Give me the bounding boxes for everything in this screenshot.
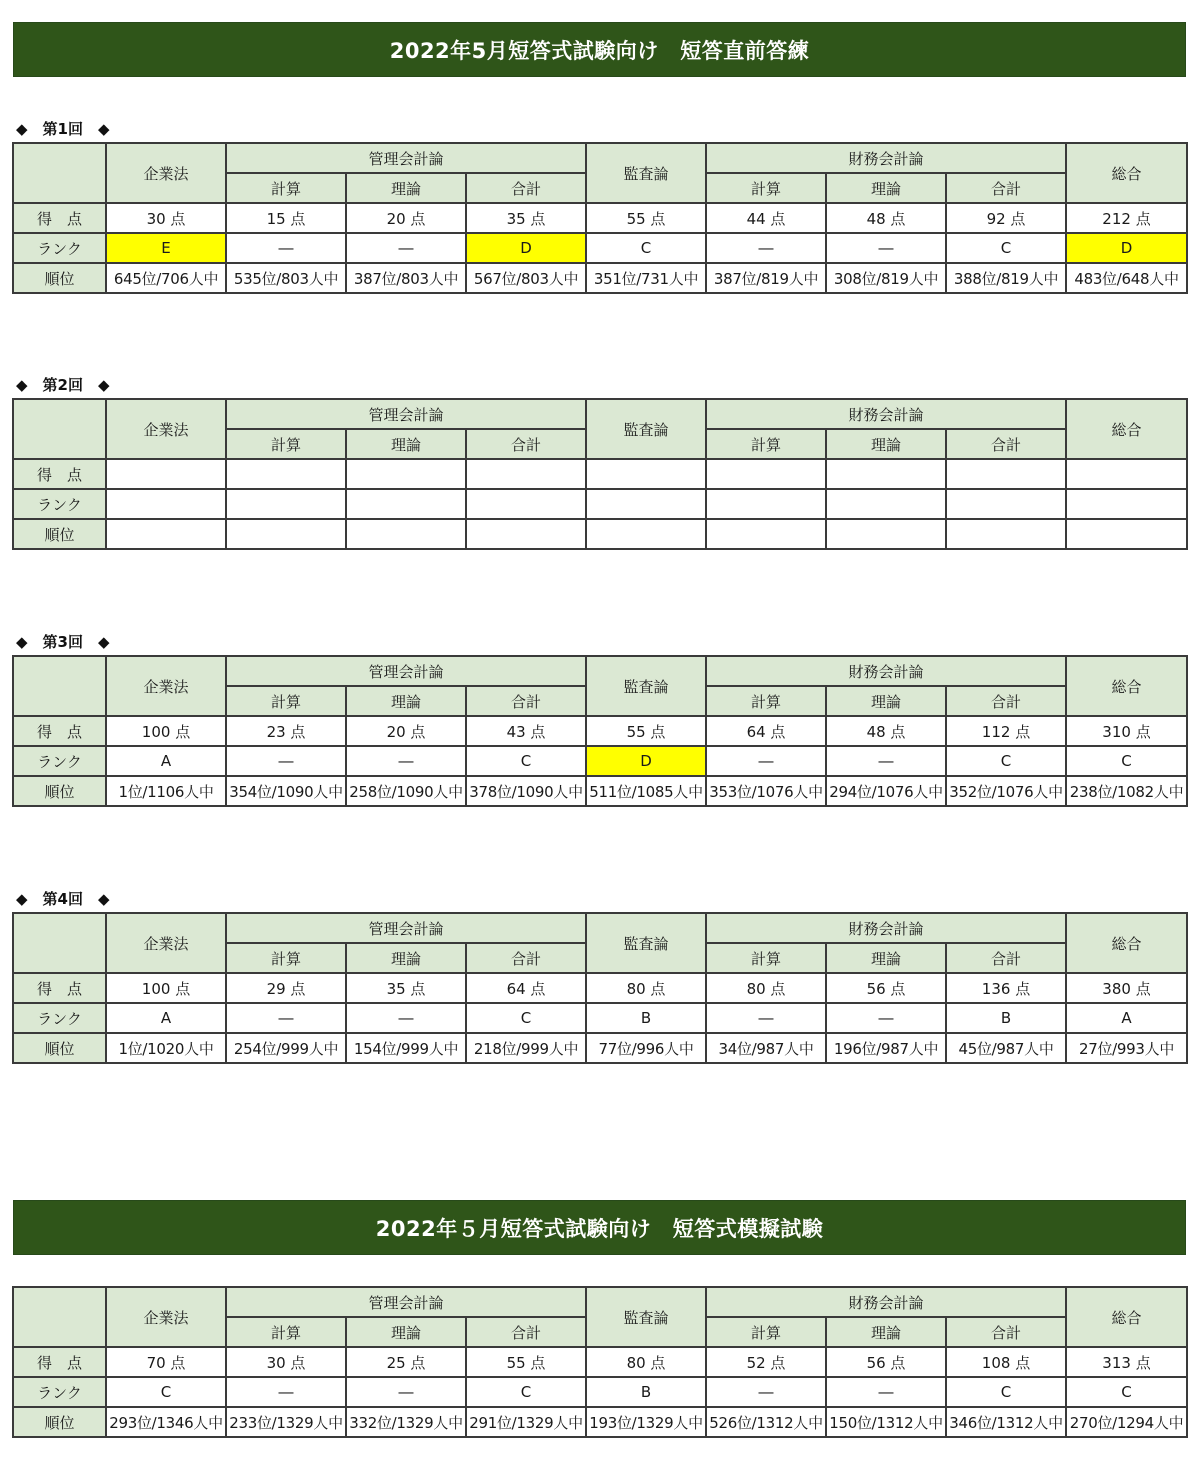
rank-cell bbox=[226, 489, 346, 519]
header-zaimu: 財務会計論 bbox=[706, 913, 1066, 943]
rank-cell: D bbox=[466, 233, 586, 263]
score-row bbox=[13, 716, 1187, 746]
score-table bbox=[12, 1286, 1188, 1438]
subheader-goukei: 合計 bbox=[946, 943, 1066, 973]
rank-cell: ― bbox=[226, 1003, 346, 1033]
subheader-keisan: 計算 bbox=[706, 943, 826, 973]
score-cell: 30 点 bbox=[106, 203, 226, 233]
rank-cell bbox=[1066, 489, 1187, 519]
position-cell: 45位/987人中 bbox=[946, 1033, 1066, 1063]
position-cell: 535位/803人中 bbox=[226, 263, 346, 293]
rank-cell bbox=[946, 489, 1066, 519]
score-table bbox=[12, 912, 1188, 1064]
banner-mogi-shiken bbox=[13, 1200, 1186, 1255]
score-cell bbox=[946, 459, 1066, 489]
score-cell bbox=[1066, 459, 1187, 489]
position-cell bbox=[826, 519, 946, 549]
position-row bbox=[13, 519, 1187, 549]
section-label: ◆ 第2回 ◆ bbox=[16, 376, 110, 394]
header-sogo: 総合 bbox=[1066, 913, 1187, 973]
rank-cell: B bbox=[586, 1377, 706, 1407]
header-kanri: 管理会計論 bbox=[226, 913, 586, 943]
subheader-keisan: 計算 bbox=[706, 429, 826, 459]
subheader-keisan: 計算 bbox=[706, 173, 826, 203]
rank-cell: C bbox=[946, 746, 1066, 776]
score-cell: 48 点 bbox=[826, 716, 946, 746]
score-cell: 64 点 bbox=[466, 973, 586, 1003]
score-cell bbox=[106, 459, 226, 489]
row-label-rank: ランク bbox=[13, 1377, 106, 1407]
position-cell: 258位/1090人中 bbox=[346, 776, 466, 806]
score-cell bbox=[586, 459, 706, 489]
score-cell: 212 点 bbox=[1066, 203, 1187, 233]
rank-cell: B bbox=[946, 1003, 1066, 1033]
subheader-riron: 理論 bbox=[346, 1317, 466, 1347]
row-label-rank: ランク bbox=[13, 1003, 106, 1033]
row-label-score: 得 点 bbox=[13, 203, 106, 233]
subheader-goukei: 合計 bbox=[946, 173, 1066, 203]
rank-cell: ― bbox=[706, 233, 826, 263]
row-label-order: 順位 bbox=[13, 776, 106, 806]
header-kansa: 監査論 bbox=[586, 656, 706, 716]
score-cell: 35 点 bbox=[466, 203, 586, 233]
score-cell: 112 点 bbox=[946, 716, 1066, 746]
position-cell: 1位/1020人中 bbox=[106, 1033, 226, 1063]
row-label-rank: ランク bbox=[13, 489, 106, 519]
rank-cell: ― bbox=[706, 1003, 826, 1033]
position-cell bbox=[1066, 519, 1187, 549]
subheader-keisan: 計算 bbox=[226, 686, 346, 716]
position-row bbox=[13, 1033, 1187, 1063]
header-kigyo: 企業法 bbox=[106, 1287, 226, 1347]
position-cell: 218位/999人中 bbox=[466, 1033, 586, 1063]
rank-cell: ― bbox=[226, 233, 346, 263]
rank-cell: ― bbox=[826, 233, 946, 263]
row-label-score: 得 点 bbox=[13, 973, 106, 1003]
position-cell bbox=[946, 519, 1066, 549]
position-cell: 1位/1106人中 bbox=[106, 776, 226, 806]
rank-row bbox=[13, 1377, 1187, 1407]
position-cell bbox=[466, 519, 586, 549]
rank-row bbox=[13, 746, 1187, 776]
subheader-keisan: 計算 bbox=[226, 1317, 346, 1347]
score-cell: 48 点 bbox=[826, 203, 946, 233]
row-label-score: 得 点 bbox=[13, 1347, 106, 1377]
rank-cell: ― bbox=[706, 1377, 826, 1407]
header-sogo: 総合 bbox=[1066, 656, 1187, 716]
position-cell: 193位/1329人中 bbox=[586, 1407, 706, 1437]
header-sogo: 総合 bbox=[1066, 399, 1187, 459]
subheader-riron: 理論 bbox=[346, 943, 466, 973]
position-cell: 483位/648人中 bbox=[1066, 263, 1187, 293]
subheader-riron: 理論 bbox=[346, 429, 466, 459]
header-row bbox=[13, 656, 1187, 686]
score-row bbox=[13, 459, 1187, 489]
rank-cell: ― bbox=[346, 233, 466, 263]
subheader-riron: 理論 bbox=[826, 1317, 946, 1347]
subheader-keisan: 計算 bbox=[226, 429, 346, 459]
position-cell: 291位/1329人中 bbox=[466, 1407, 586, 1437]
position-cell bbox=[226, 519, 346, 549]
score-row bbox=[13, 203, 1187, 233]
score-cell: 310 点 bbox=[1066, 716, 1187, 746]
score-cell: 15 点 bbox=[226, 203, 346, 233]
position-cell: 526位/1312人中 bbox=[706, 1407, 826, 1437]
subheader-goukei: 合計 bbox=[466, 429, 586, 459]
header-zaimu: 財務会計論 bbox=[706, 143, 1066, 173]
rank-cell: ― bbox=[346, 1003, 466, 1033]
score-cell: 52 点 bbox=[706, 1347, 826, 1377]
banner-title: 2022年5月短答式試験向け 短答直前答練 bbox=[389, 38, 810, 63]
score-cell: 29 点 bbox=[226, 973, 346, 1003]
position-cell: 270位/1294人中 bbox=[1066, 1407, 1187, 1437]
rank-cell: C bbox=[946, 1377, 1066, 1407]
position-cell: 196位/987人中 bbox=[826, 1033, 946, 1063]
score-cell: 80 点 bbox=[586, 973, 706, 1003]
subheader-goukei: 合計 bbox=[466, 1317, 586, 1347]
score-cell: 43 点 bbox=[466, 716, 586, 746]
position-cell: 388位/819人中 bbox=[946, 263, 1066, 293]
rank-cell: C bbox=[1066, 1377, 1187, 1407]
score-cell: 23 点 bbox=[226, 716, 346, 746]
position-cell: 254位/999人中 bbox=[226, 1033, 346, 1063]
rank-cell: ― bbox=[346, 746, 466, 776]
score-cell: 80 点 bbox=[706, 973, 826, 1003]
rank-cell: A bbox=[106, 1003, 226, 1033]
rank-cell: ― bbox=[226, 1377, 346, 1407]
position-cell: 77位/996人中 bbox=[586, 1033, 706, 1063]
corner-cell bbox=[13, 143, 106, 203]
header-kanri: 管理会計論 bbox=[226, 143, 586, 173]
rank-cell: C bbox=[946, 233, 1066, 263]
position-cell: 294位/1076人中 bbox=[826, 776, 946, 806]
position-cell: 511位/1085人中 bbox=[586, 776, 706, 806]
subheader-keisan: 計算 bbox=[706, 1317, 826, 1347]
score-cell: 55 点 bbox=[586, 203, 706, 233]
subheader-goukei: 合計 bbox=[946, 429, 1066, 459]
subheader-keisan: 計算 bbox=[226, 173, 346, 203]
position-cell: 387位/819人中 bbox=[706, 263, 826, 293]
position-cell: 233位/1329人中 bbox=[226, 1407, 346, 1437]
subheader-goukei: 合計 bbox=[466, 943, 586, 973]
position-cell: 645位/706人中 bbox=[106, 263, 226, 293]
header-zaimu: 財務会計論 bbox=[706, 656, 1066, 686]
score-cell: 30 点 bbox=[226, 1347, 346, 1377]
position-cell: 150位/1312人中 bbox=[826, 1407, 946, 1437]
row-label-order: 順位 bbox=[13, 263, 106, 293]
header-kigyo: 企業法 bbox=[106, 656, 226, 716]
row-label-order: 順位 bbox=[13, 519, 106, 549]
rank-cell: ― bbox=[826, 1003, 946, 1033]
rank-cell: D bbox=[586, 746, 706, 776]
rank-row bbox=[13, 489, 1187, 519]
rank-cell: C bbox=[106, 1377, 226, 1407]
position-cell: 346位/1312人中 bbox=[946, 1407, 1066, 1437]
rank-cell bbox=[706, 489, 826, 519]
row-label-rank: ランク bbox=[13, 746, 106, 776]
position-cell: 27位/993人中 bbox=[1066, 1033, 1187, 1063]
position-cell bbox=[106, 519, 226, 549]
row-label-order: 順位 bbox=[13, 1033, 106, 1063]
rank-cell: ― bbox=[826, 1377, 946, 1407]
rank-cell bbox=[586, 489, 706, 519]
header-kanri: 管理会計論 bbox=[226, 399, 586, 429]
header-kigyo: 企業法 bbox=[106, 399, 226, 459]
rank-cell bbox=[466, 489, 586, 519]
section-label: ◆ 第3回 ◆ bbox=[16, 633, 110, 651]
header-zaimu: 財務会計論 bbox=[706, 1287, 1066, 1317]
row-label-order: 順位 bbox=[13, 1407, 106, 1437]
header-kansa: 監査論 bbox=[586, 913, 706, 973]
header-row bbox=[13, 913, 1187, 943]
rank-cell: ― bbox=[706, 746, 826, 776]
score-table bbox=[12, 142, 1188, 294]
score-cell: 380 点 bbox=[1066, 973, 1187, 1003]
position-cell: 567位/803人中 bbox=[466, 263, 586, 293]
score-cell bbox=[346, 459, 466, 489]
score-cell: 56 点 bbox=[826, 1347, 946, 1377]
corner-cell bbox=[13, 1287, 106, 1347]
header-row bbox=[13, 1287, 1187, 1317]
position-cell: 154位/999人中 bbox=[346, 1033, 466, 1063]
rank-cell bbox=[106, 489, 226, 519]
position-cell: 387位/803人中 bbox=[346, 263, 466, 293]
score-cell bbox=[226, 459, 346, 489]
rank-cell: ― bbox=[826, 746, 946, 776]
position-row bbox=[13, 263, 1187, 293]
subheader-riron: 理論 bbox=[826, 429, 946, 459]
score-cell: 70 点 bbox=[106, 1347, 226, 1377]
score-cell: 25 点 bbox=[346, 1347, 466, 1377]
score-cell bbox=[466, 459, 586, 489]
position-cell: 34位/987人中 bbox=[706, 1033, 826, 1063]
rank-cell: B bbox=[586, 1003, 706, 1033]
score-cell: 100 点 bbox=[106, 716, 226, 746]
score-cell: 35 点 bbox=[346, 973, 466, 1003]
header-kansa: 監査論 bbox=[586, 399, 706, 459]
score-cell: 80 点 bbox=[586, 1347, 706, 1377]
corner-cell bbox=[13, 399, 106, 459]
header-kanri: 管理会計論 bbox=[226, 1287, 586, 1317]
score-cell: 20 点 bbox=[346, 716, 466, 746]
rank-cell: ― bbox=[226, 746, 346, 776]
subheader-riron: 理論 bbox=[826, 686, 946, 716]
position-cell: 351位/731人中 bbox=[586, 263, 706, 293]
rank-cell: C bbox=[466, 746, 586, 776]
section-label: ◆ 第4回 ◆ bbox=[16, 890, 110, 908]
header-row bbox=[13, 143, 1187, 173]
rank-cell: E bbox=[106, 233, 226, 263]
position-cell bbox=[706, 519, 826, 549]
position-cell: 353位/1076人中 bbox=[706, 776, 826, 806]
score-cell: 55 点 bbox=[586, 716, 706, 746]
header-kigyo: 企業法 bbox=[106, 143, 226, 203]
banner-title: 2022年５月短答式試験向け 短答式模擬試験 bbox=[375, 1216, 824, 1241]
score-row bbox=[13, 1347, 1187, 1377]
rank-cell: A bbox=[1066, 1003, 1187, 1033]
header-kigyo: 企業法 bbox=[106, 913, 226, 973]
score-cell bbox=[826, 459, 946, 489]
position-cell: 238位/1082人中 bbox=[1066, 776, 1187, 806]
subheader-goukei: 合計 bbox=[466, 173, 586, 203]
rank-cell: C bbox=[1066, 746, 1187, 776]
rank-cell: D bbox=[1066, 233, 1187, 263]
corner-cell bbox=[13, 656, 106, 716]
rank-cell: C bbox=[466, 1003, 586, 1033]
score-cell: 64 点 bbox=[706, 716, 826, 746]
header-sogo: 総合 bbox=[1066, 1287, 1187, 1347]
row-label-score: 得 点 bbox=[13, 459, 106, 489]
score-cell: 100 点 bbox=[106, 973, 226, 1003]
subheader-goukei: 合計 bbox=[946, 686, 1066, 716]
rank-cell bbox=[346, 489, 466, 519]
subheader-riron: 理論 bbox=[826, 943, 946, 973]
score-cell: 313 点 bbox=[1066, 1347, 1187, 1377]
position-cell: 293位/1346人中 bbox=[106, 1407, 226, 1437]
header-kansa: 監査論 bbox=[586, 143, 706, 203]
position-cell: 352位/1076人中 bbox=[946, 776, 1066, 806]
subheader-keisan: 計算 bbox=[706, 686, 826, 716]
score-cell: 44 点 bbox=[706, 203, 826, 233]
score-cell: 55 点 bbox=[466, 1347, 586, 1377]
subheader-goukei: 合計 bbox=[466, 686, 586, 716]
score-cell: 20 点 bbox=[346, 203, 466, 233]
rank-cell: A bbox=[106, 746, 226, 776]
score-cell: 92 点 bbox=[946, 203, 1066, 233]
subheader-keisan: 計算 bbox=[226, 943, 346, 973]
banner-chokuzen-toren bbox=[13, 22, 1186, 77]
subheader-riron: 理論 bbox=[346, 173, 466, 203]
rank-cell: C bbox=[586, 233, 706, 263]
rank-cell bbox=[826, 489, 946, 519]
score-row bbox=[13, 973, 1187, 1003]
rank-row bbox=[13, 1003, 1187, 1033]
score-cell: 136 点 bbox=[946, 973, 1066, 1003]
corner-cell bbox=[13, 913, 106, 973]
subheader-riron: 理論 bbox=[346, 686, 466, 716]
position-cell bbox=[586, 519, 706, 549]
position-cell: 354位/1090人中 bbox=[226, 776, 346, 806]
header-row bbox=[13, 399, 1187, 429]
header-zaimu: 財務会計論 bbox=[706, 399, 1066, 429]
position-cell bbox=[346, 519, 466, 549]
score-cell: 108 点 bbox=[946, 1347, 1066, 1377]
header-kanri: 管理会計論 bbox=[226, 656, 586, 686]
position-cell: 308位/819人中 bbox=[826, 263, 946, 293]
position-cell: 378位/1090人中 bbox=[466, 776, 586, 806]
score-cell bbox=[706, 459, 826, 489]
score-cell: 56 点 bbox=[826, 973, 946, 1003]
rank-cell: ― bbox=[346, 1377, 466, 1407]
position-cell: 332位/1329人中 bbox=[346, 1407, 466, 1437]
rank-row bbox=[13, 233, 1187, 263]
section-label: ◆ 第1回 ◆ bbox=[16, 120, 110, 138]
row-label-rank: ランク bbox=[13, 233, 106, 263]
position-row bbox=[13, 776, 1187, 806]
rank-cell: C bbox=[466, 1377, 586, 1407]
subheader-goukei: 合計 bbox=[946, 1317, 1066, 1347]
subheader-riron: 理論 bbox=[826, 173, 946, 203]
position-row bbox=[13, 1407, 1187, 1437]
score-table bbox=[12, 655, 1188, 807]
header-sogo: 総合 bbox=[1066, 143, 1187, 203]
header-kansa: 監査論 bbox=[586, 1287, 706, 1347]
row-label-score: 得 点 bbox=[13, 716, 106, 746]
score-table bbox=[12, 398, 1188, 550]
